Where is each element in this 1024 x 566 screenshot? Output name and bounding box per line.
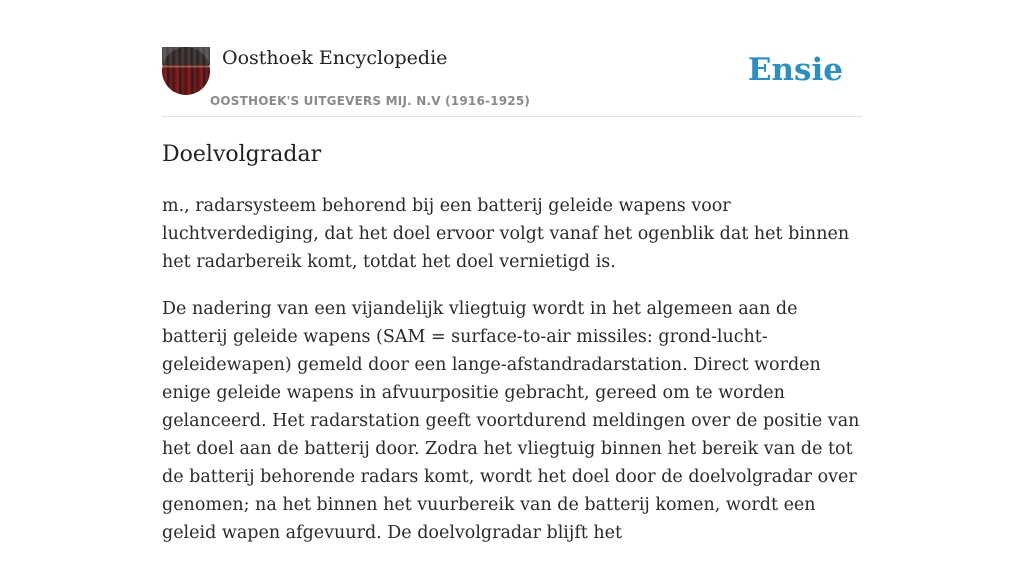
main-container bbox=[162, 0, 862, 543]
site-name-link[interactable]: Oosthoek Encyclopedie bbox=[222, 47, 448, 69]
article-body bbox=[162, 192, 867, 566]
header bbox=[162, 0, 862, 117]
ensie-logo[interactable]: Ensie bbox=[747, 52, 843, 88]
encyclopedia-avatar[interactable] bbox=[162, 47, 210, 95]
publisher-label: OOSTHOEK'S UITGEVERS MIJ. N.V (1916-1925) bbox=[210, 94, 531, 108]
article-paragraph: De nadering van een vijandelijk vliegtuig wordt in het algemeen aan de batterij geleide wapens (SAM = surface-to-air missiles: grond-lucht-geleidewapen) gemeld door een lange-afstandradarstation. Direct worden enige geleide wapens in afvuurpositie gebracht, gereed om te worden gelanceerd. Het radarstation geeft voortdurend meldingen over de positie van het doel aan de batterij door. Zodra het vliegtuig binnen het bereik van de tot de batterij behorende radars komt, wordt het doel door de doelvolgradar over genomen; na het binnen het vuurbereik van de batterij komen, wordt een geleid wapen afgevuurd. De doelvolgradar blijft het bbox=[162, 299, 860, 543]
article-paragraph: m., radarsysteem behorend bij een batterij geleide wapens voor luchtverdediging, dat het doel ervoor volgt vanaf het ogenblik dat het binnen het radarbereik komt, totdat het doel vernietigd is. bbox=[162, 196, 850, 272]
article-title: Doelvolgradar bbox=[162, 142, 322, 167]
